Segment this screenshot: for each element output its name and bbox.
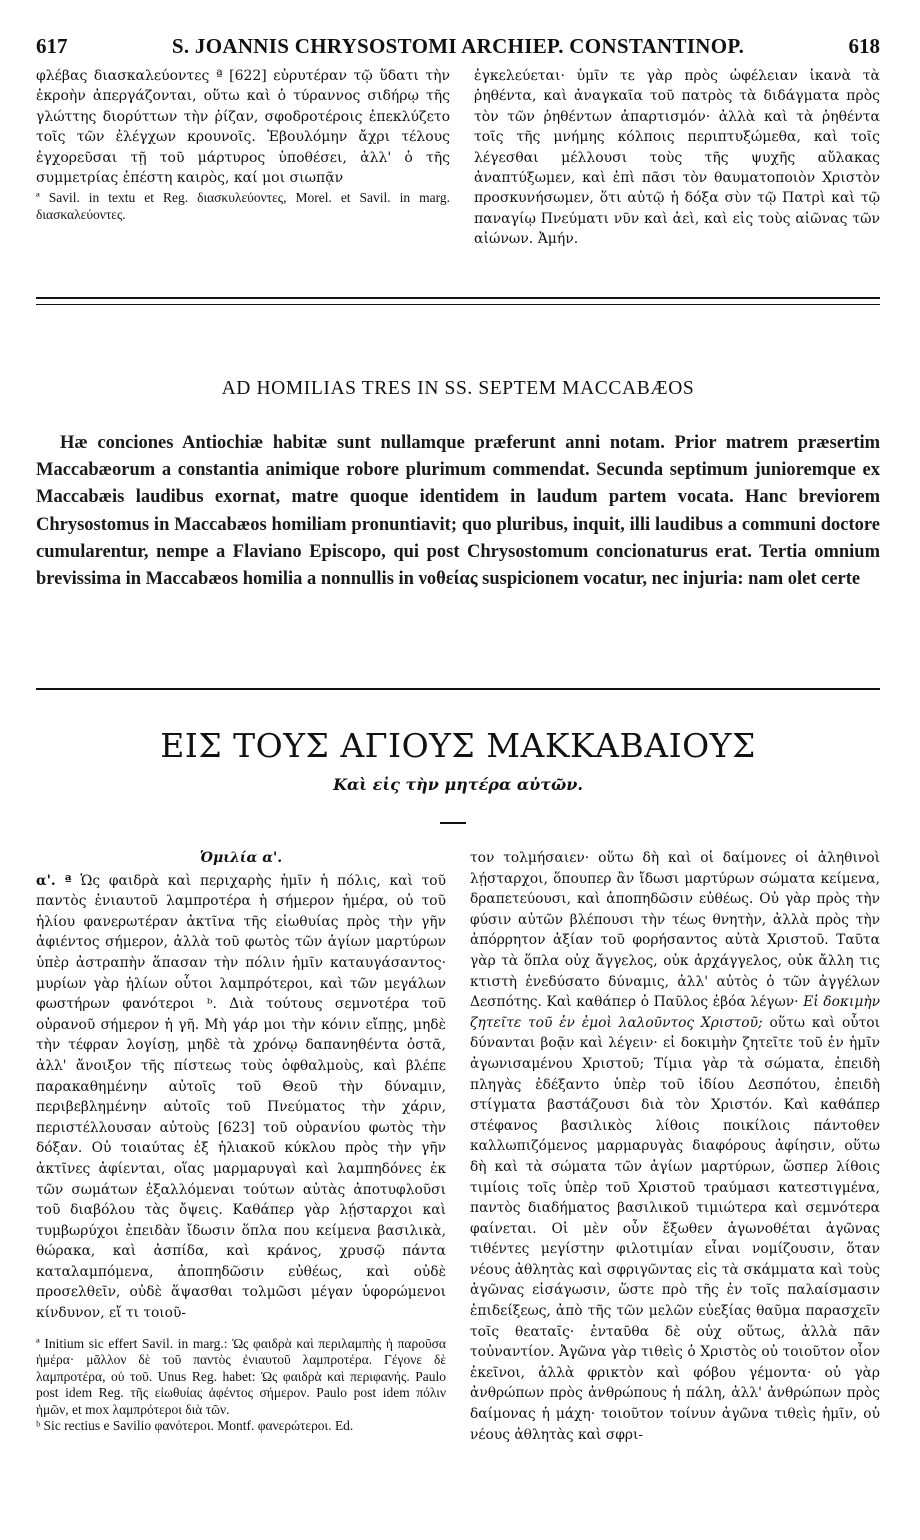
- intro-title: AD HOMILIAS TRES IN SS. SEPTEM MACCABÆOS: [221, 378, 695, 399]
- page-number-right: 618: [848, 34, 880, 58]
- top-left-column: [36, 66, 450, 223]
- section-divider-homily: [36, 688, 880, 690]
- homily-subtitle: Καὶ εἰς τὴν μητέρα αὐτῶν.: [333, 775, 583, 794]
- homily-right-column: [470, 848, 880, 1445]
- running-head: [36, 34, 880, 60]
- footnote-b: ᵇ Sic rectius e Savilio φανότεροι. Montf. φανερώτεροι. Ed.: [36, 1418, 354, 1434]
- homily-left-paragraph: [36, 871, 446, 1324]
- title-dash: [440, 822, 466, 824]
- homily-left-text: Ὡς φαιδρὰ καὶ περιχαρὴς ἡμῖν ἡ πόλις, καὶ τοῦ παντὸς ἐνιαυτοῦ λαμπροτέρα ἡ σήμερον ἡμέρα, οὐ τοῦ ἡλίου φανερωτέραν ἀκτῖνα τῆς εἰωθυίας πρὸς τὴν γῆν ἀφιέντος σήμερον, ἀλλὰ τοῦ φωτὸς τῶν ἁγίων μαρτύρων ὑπὲρ ἀστραπὴν ἅπασαν τὴν πόλιν ἡμῖν καταυγάσαντος· μυρίων γὰρ ἡλίων οὗτοι λαμπρότεροι, καὶ τῶν μεγάλων φωστήρων φανότεροι ᵇ. Διὰ τούτους σεμνοτέρα τοῦ οὐρανοῦ σήμερον ἡ γῆ. Μὴ γάρ μοι τὴν κόνιν εἴπῃς, μηδὲ τὴν τέφραν λογίσῃ, μηδὲ τὰ χρόνῳ δαπανηθέντα ὀστᾶ, ἀλλ' ἄνοιξον τῆς πίστεως τοὺς ὀφθαλμοὺς, καὶ βλέπε παρακαθημένην αὐτοῖς τοῦ Θεοῦ τὴν δύναμιν, περιβεβλημένην αὐτοῖς τοῦ Πνεύματος τὴν χάριν, περιστέλλουσαν αὐτοὺς [623] τοῦ οὐρανίου φωτὸς τὴν δόξαν. Οὐ τοιαύτας ἐξ ἡλιακοῦ κύκλου πρὸς τὴν γῆν ἀκτῖνες ἀφίενται, οἵας μαρμαρυγαὶ καὶ λαμπηδόνες ἐκ τῶν σωμάτων ἐξαλλόμεναι τούτων αὐτὰς ἀποτυφλοῦσι τοῦ διαβόλου τὰς ὄψεις. Καθάπερ γὰρ λῄσταρχοι καὶ τυμβωρύχοι ἐπειδὰν ἴδωσιν ὅπλα που κείμενα βασιλικὰ, θώρακα, καὶ ἀσπίδα, καὶ κράνος, χρυσῷ πάντα καταλαμπόμενα, ἀποπηδῶσιν εὐθέως, καὶ οὐδὲ προσελθεῖν, οὐδὲ ἅψασθαι τολμῶσι μέγαν ὑφορώμενοι κίνδυνον, εἴ τι τοιοῦ-: [36, 872, 447, 1322]
- homily-footnotes: [36, 1336, 446, 1435]
- page-number-left: 617: [36, 34, 68, 58]
- section-divider-top: [36, 297, 880, 305]
- homily-right-text-2: οὕτω καὶ οὗτοι δύνανται βοᾷν καὶ λέγειν· εἰ δοκιμὴν ζητεῖτε τοῦ ἐν ἡμῖν ἀγωνισαμένου Χριστοῦ; Τίμια γὰρ τὰ σώματα, ἐπειδὴ πληγὰς ἐδέξαντο ὑπὲρ τοῦ ἰδίου Δεσπότου, ἐπειδὴ στίγματα βαστάζουσι διὰ τὸν Χριστόν. Καὶ καθάπερ στέφανος βασιλικὸς λίθοις ποικίλοις πάντοθεν καλλωπιζόμενος μαρμαρυγὰς διαφόρους ἀφίησιν, οὕτω δὴ καὶ τὰ σώματα τῶν ἁγίων μαρτύρων, ὥσπερ λίθοις τιμίοις τοῖς ὑπὲρ τοῦ Χριστοῦ τραύμασι κατεστιγμένα, παντὸς διαδήματος βασιλικοῦ τιμιώτερα καὶ σεμνότερα φαίνεται. Οἱ μὲν οὖν ἔξωθεν ἀγωνοθέται ἀγῶνας τιθέντες μεγίστην φιλοτιμίαν εἶναι νομίζουσιν, ὅταν νέους ἀθλητὰς καὶ σφριγῶντας εἰς τὰ σκάμματα καὶ τοὺς ἀγῶνας εἰσάγωσιν, ὥστε πρὸ τῆς ἐν τοῖς παλαίσμασιν ἐπιδείξεως, ἀπὸ τῆς τῶν μελῶν εὐεξίας θαῦμα παρασχεῖν τοῖς θεαταῖς· ἐνταῦθα δὲ οὐχ οὕτως, ἀλλὰ πᾶν τοὐναντίον. Ἀγῶνα γὰρ τιθεὶς ὁ Χριστὸς οὐ τοιοῦτον οἷον ἐκεῖνοι, ἀλλὰ φρικτὸν καὶ φόβου γέμοντα· οὐ γὰρ ἀνθρώπων πρὸς ἀνθρώπους ἡ πάλη, ἀλλ' ἀνθρώπων πρὸς δαίμονας ἡ μάχη· τοιοῦτον τοίνυν ἀγῶνα τιθεὶς ἡμῖν, οὐ νέους ἀθλητὰς καὶ σφρι-: [470, 1014, 880, 1443]
- top-left-footnote: ª Savil. in textu et Reg. διασκυλεύοντες, Morel. et Savil. in marg. διασκαλεύοντες.: [36, 190, 450, 222]
- homily-right-text-1: τον τολμήσαιεν· οὕτω δὴ καὶ οἱ δαίμονες οἱ ἀληθινοὶ λῄσταρχοι, ὅπουπερ ἂν ἴδωσι μαρτύρων σώματα κείμενα, δραπετεύουσι, καὶ ἀποπηδῶσιν εὐθέως. Οὐ γὰρ πρὸς τὴν φύσιν αὐτῶν βλέπουσι τὴν τέως θνητὴν, ἀλλὰ πρὸς τὴν ἀπόρρητον ἀξίαν τοῦ φορήσαντος αὐτὰ Χριστοῦ. Ταῦτα γὰρ τὰ ὅπλα οὐχ ἄγγελος, οὐκ ἀρχάγγελος, οὐκ ἄλλη τις κτιστὴ ἐνεδύσατο δύναμις, ἀλλ' αὐτὸς ὁ τῶν ἀγγέλων Δεσπότης. Καὶ καθάπερ ὁ Παῦλος ἐβόα λέγων·: [470, 850, 880, 1011]
- paragraph-marker: α'. ª: [36, 872, 72, 889]
- running-title: S. JOANNIS CHRYSOSTOMI ARCHIEP. CONSTANTINOP.: [171, 34, 745, 58]
- top-left-text: φλέβας διασκαλεύοντες ª [622] εὐρυτέραν τῷ ὕδατι τὴν ἐκροὴν ἀπεργάζονται, οὕτω καὶ ὁ τύραννος σιδήρῳ τῆς γλώττης διορύττων τὴν ῥίζαν, σφοδροτέροις ἐπεκλύζετο τοῖς τῶν ἐλέγχων κρουνοῖς. Ἐβουλόμην ἄχρι τέλους ἐγχορεῦσαι τῇ τοῦ μάρτυρος ὑποθέσει, ἀλλ' ὁ τῆς συμμετρίας ἐπέστη καιρὸς, καί μοι σιωπᾷν: [36, 68, 450, 187]
- intro-paragraph-block: [36, 430, 880, 593]
- top-left-footnote-block: [36, 190, 450, 223]
- footnote-a: ª Initium sic effert Savil. in marg.: Ὡς φαιδρὰ καὶ περιλαμπὴς ἡ παροῦσα ἡμέρα· μᾶλλον δὲ τοῦ παντὸς ἐνιαυτοῦ λαμπροτέρα. Γέγονε δὲ λαμπροτέρα, οὐ τοῦ. Unus Reg. habet: Ὡς φαιδρὰ καὶ περιφανής. Paulo post idem Reg. τῆς εἰωθυίας ἀφέντος σήμερον. Paulo post idem πόλιν ἡμῶν, et mox λαμπρότεροι διὰ τῶν.: [36, 1335, 446, 1417]
- top-right-text: ἐγκελεύεται· ὑμῖν τε γὰρ πρὸς ὠφέλειαν ἱκανὰ τὰ ῥηθέντα, καὶ ἀναγκαῖα τοῦ πατρὸς τὰ διδάγματα πρὸς τὸν τῶν ῥηθέντων ἀπαρτισμόν· ἀλλὰ καὶ τὰ ῥηθέντα τοῖς τῆς μνήμης κόλποις περιπτυξώμεθα, καὶ τοῖς λέγεσθαι μέλλουσι τοὺς τῆς ψυχῆς αὔλακας ἀναπτύξωμεν, καὶ ἐπὶ πᾶσι τὸν θαυματοποιὸν Χριστὸν προσκυνήσωμεν, ὅτι αὐτῷ ἡ δόξα σὺν τῷ Πατρὶ καὶ τῷ παναγίῳ Πνεύματι νῦν καὶ ἀεὶ, καὶ εἰς τοὺς αἰῶνας τῶν αἰώνων. Ἀμήν.: [474, 68, 880, 248]
- top-right-column: [474, 66, 880, 250]
- intro-text: Hæ conciones Antiochiæ habitæ sunt nullamque præferunt anni notam. Prior matrem præsertim Maccabæorum a constantia animique robore plurimum commendat. Secunda septimum junioremque ex Maccabæis laudibus exornat, matre quoque identidem in laudum partem vocata. Hanc breviorem Chrysostomus in Maccabæos homiliam pronuntiavit; quo pluribus, inquit, illi laudibus a communi doctore cumularentur, nempe a Flaviano Episcopo, qui post Chrysostomum concionaturus erat. Tertia omnium brevissima in Maccabæos homilia a nonnullis in νοθείας suspicionem vocatur, nec injuria: nam olet certe: [36, 433, 880, 590]
- homily-right-paragraph: [470, 848, 880, 1445]
- homily-left-column: [36, 848, 446, 1435]
- paul-quotation: Εἰ δοκιμὴν ζητεῖτε τοῦ ἐν ἐμοὶ λαλοῦντος Χριστοῦ;: [470, 994, 880, 1031]
- homily-number: Ὁμιλία α'.: [199, 850, 283, 866]
- homily-title: ΕΙΣ ΤΟΥΣ ΑΓΙΟΥΣ ΜΑΚΚΑΒΑΙΟΥΣ: [160, 726, 756, 765]
